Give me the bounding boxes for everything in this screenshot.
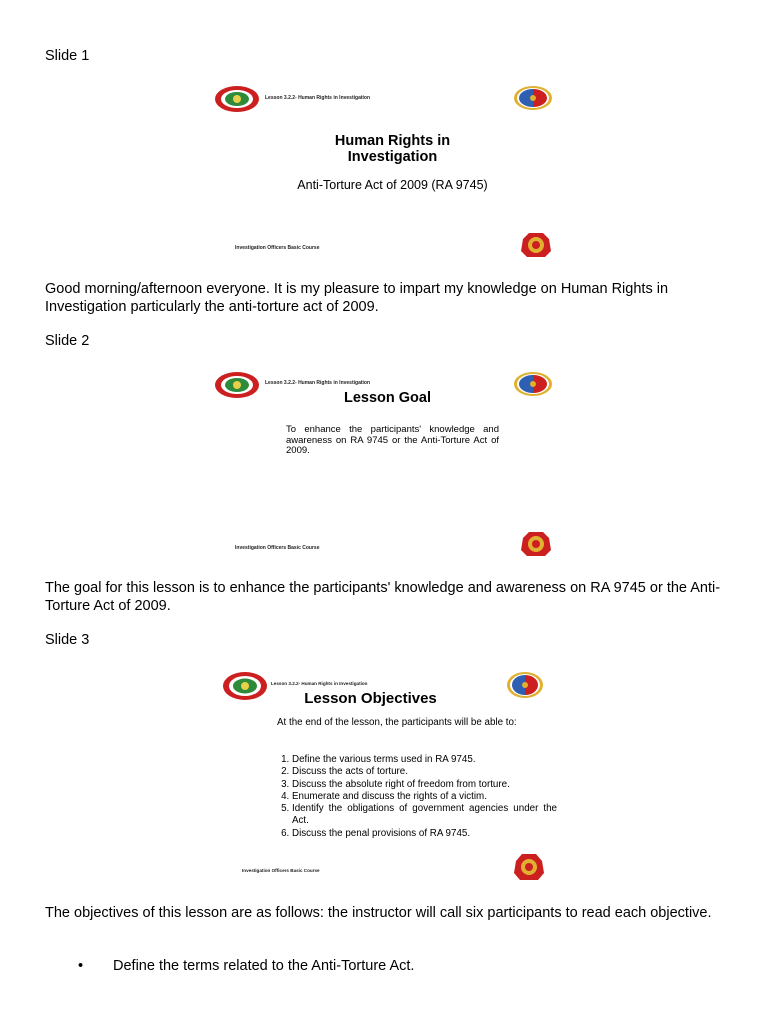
objectives-list <box>247 754 557 840</box>
blue-seal-logo-icon <box>513 371 553 397</box>
red-gold-emblem-icon <box>519 231 553 259</box>
slide-2-narration: The goal for this lesson is to enhance the participants' knowledge and awareness on RA 9745 or the Anti-Torture Act of 2009. <box>45 580 721 614</box>
objective-item: 1. Define the various terms used in RA 9745. <box>292 754 557 766</box>
slide-2-footer: Investigation Officers Basic Course <box>235 545 320 551</box>
blue-seal-logo-icon <box>506 671 544 699</box>
slide-2-title: Lesson Goal <box>343 390 432 406</box>
objective-item: 3. Discuss the absolute right of freedom from torture. <box>292 779 557 791</box>
slide-1-narration: Good morning/afternoon everyone. It is my pleasure to impart my knowledge on Human Rights in Investigation particularly the anti-torture act of 2009. <box>45 281 669 315</box>
slide-2-label: Slide 2 <box>45 333 90 349</box>
slide-1-thumbnail <box>210 82 560 267</box>
bullet-list-item <box>78 958 415 974</box>
slide-2-body: To enhance the participants' knowledge and awareness on RA 9745 or the Anti-Torture Act of 2009. <box>286 424 499 456</box>
red-oval-logo-icon <box>214 85 260 113</box>
red-gold-emblem-icon <box>519 530 553 558</box>
slide-2-thumbnail <box>210 369 560 564</box>
slide-1-subtitle: Anti-Torture Act of 2009 (RA 9745) <box>297 178 488 192</box>
red-gold-emblem-icon <box>512 852 546 882</box>
slide-2-header: Lesson 3.2.2- Human Rights in Investigation <box>265 380 371 386</box>
slide-1-header: Lesson 3.2.2- Human Rights in Investigation <box>265 95 371 101</box>
slide-3-intro: At the end of the lesson, the participants will be able to: <box>277 717 517 728</box>
slide-3-title: Lesson Objectives <box>304 690 437 707</box>
objective-item: 6. Discuss the penal provisions of RA 9745. <box>292 828 557 840</box>
red-oval-logo-icon <box>222 671 268 701</box>
objective-item: 2. Discuss the acts of torture. <box>292 766 557 778</box>
slide-1-label: Slide 1 <box>45 48 90 64</box>
objective-item: 4. Enumerate and discuss the rights of a victim. <box>292 791 557 803</box>
blue-seal-logo-icon <box>513 85 553 111</box>
bullet-glyph: • <box>78 958 84 974</box>
slide-3-label: Slide 3 <box>45 632 90 648</box>
objective-item: 5. Identify the obligations of government agencies under the Act. <box>292 803 557 828</box>
slide-1-title: Human Rights in Investigation <box>334 133 451 165</box>
slide-3-header: Lesson 3.2.2- Human Rights in Investigation <box>271 681 368 686</box>
slide-3-thumbnail <box>218 668 557 888</box>
red-oval-logo-icon <box>214 371 260 399</box>
slide-3-footer: Investigation Officers Basic Course <box>242 868 320 873</box>
bullet-text: Define the terms related to the Anti-Torture Act. <box>113 958 415 974</box>
slide-3-narration: The objectives of this lesson are as follows: the instructor will call six participants to read each objective. <box>45 905 712 921</box>
slide-1-footer: Investigation Officers Basic Course <box>235 245 320 251</box>
